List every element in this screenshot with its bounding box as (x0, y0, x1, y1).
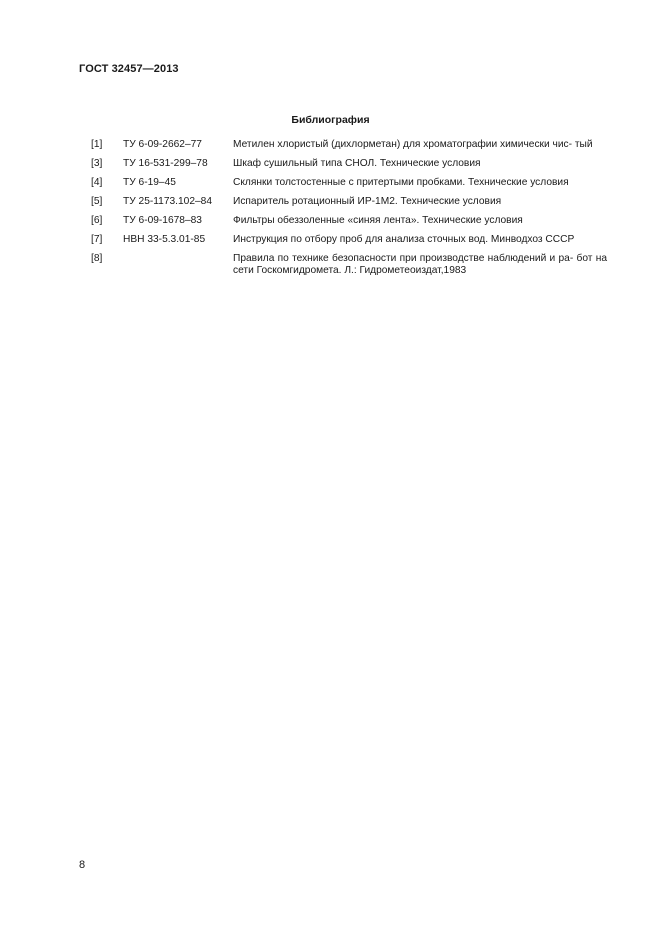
bibliography-entry (91, 158, 611, 170)
bibliography-entry (91, 139, 611, 151)
entry-description: Правила по технике безопасности при производстве наблюдений и ра- бот на сети Госкомгидромета. Л.: Гидрометеоиздат,1983 (233, 253, 607, 276)
entry-number: [4] (91, 177, 103, 188)
entry-number: [8] (91, 253, 103, 264)
page-number: 8 (79, 859, 86, 871)
entry-number: [3] (91, 158, 103, 169)
entry-number: [7] (91, 234, 103, 245)
bibliography-entry (91, 253, 611, 276)
entry-code: ТУ 16-531-299–78 (123, 158, 208, 169)
entry-description: Шкаф сушильный типа СНОЛ. Технические условия (233, 158, 481, 169)
entry-code: ТУ 6-09-1678–83 (123, 215, 202, 226)
entry-code: ТУ 6-19–45 (123, 177, 176, 188)
entry-code: ТУ 6-09-2662–77 (123, 139, 202, 150)
entry-code: ТУ 25-1173.102–84 (123, 196, 212, 207)
bibliography-entry (91, 215, 611, 227)
entry-code: НВН 33-5.3.01-85 (123, 234, 206, 245)
entry-description: Инструкция по отбору проб для анализа сточных вод. Минводхоз СССР (233, 234, 575, 245)
bibliography-entry (91, 177, 611, 189)
document-header: ГОСТ 32457—2013 (79, 63, 179, 75)
entry-description: Фильтры обеззоленные «синяя лента». Технические условия (233, 215, 523, 226)
entry-number: [6] (91, 215, 103, 226)
bibliography-entry (91, 234, 611, 246)
entry-number: [1] (91, 139, 103, 150)
entry-number: [5] (91, 196, 103, 207)
bibliography-title: Библиография (291, 114, 370, 126)
bibliography-entry (91, 196, 611, 208)
entry-description: Склянки толстостенные с притертыми пробками. Технические условия (233, 177, 569, 188)
bibliography-list (91, 139, 611, 284)
entry-description: Испаритель ротационный ИР-1М2. Технические условия (233, 196, 502, 207)
entry-description: Метилен хлористый (дихлорметан) для хроматографии химически чис- тый (233, 139, 593, 150)
